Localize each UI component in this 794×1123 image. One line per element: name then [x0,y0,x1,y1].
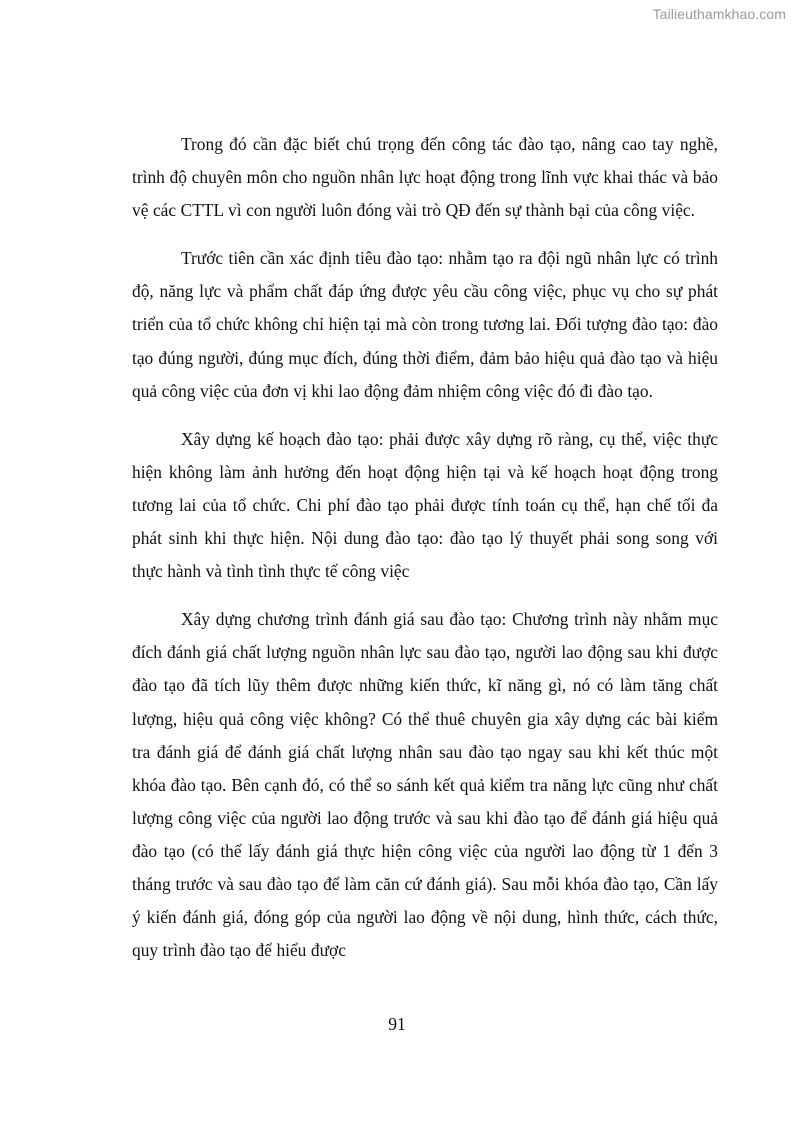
paragraph-2: Trước tiên cần xác định tiêu đào tạo: nhằm tạo ra đội ngũ nhân lực có trình độ, năng lực và phẩm chất đáp ứng được yêu cầu công việc, phục vụ cho sự phát triển của tổ chức không chỉ hiện tại mà còn trong tương lai. Đối tượng đào tạo: đào tạo đúng người, đúng mục đích, đúng thời điểm, đảm bảo hiệu quả đào tạo và hiệu quả công việc của đơn vị khi lao động đảm nhiệm công việc đó đi đào tạo. [132,248,718,401]
paragraph-3: Xây dựng kế hoạch đào tạo: phải được xây dựng rõ ràng, cụ thể, việc thực hiện không làm ảnh hưởng đến hoạt động hiện tại và kế hoạch hoạt động trong tương lai của tổ chức. Chi phí đào tạo phải được tính toán cụ thể, hạn chế tối đa phát sinh khi thực hiện. Nội dung đào tạo: đào tạo lý thuyết phải song song với thực hành và tình tình thực tế công việc [132,428,718,582]
document-body [132,128,718,982]
page-number: 91 [388,1014,406,1034]
paragraph-1: Trong đó cần đặc biết chú trọng đến công tác đào tạo, nâng cao tay nghề, trình độ chuyên môn cho nguồn nhân lực hoạt động trong lĩnh vực khai thác và bảo vệ các CTTL vì con người luôn đóng vài trò QĐ đến sự thành bại của công việc. [132,134,718,221]
watermark-text: Tailieuthamkhao.com [652,6,786,22]
paragraph-4: Xây dựng chương trình đánh giá sau đào tạo: Chương trình này nhằm mục đích đánh giá chất lượng nguồn nhân lực sau đào tạo, người lao động sau khi được đào tạo đã tích lũy thêm được những kiến thức, kĩ năng gì, nó có làm tăng chất lượng, hiệu quả công việc không? Có thể thuê chuyên gia xây dựng các bài kiểm tra đánh giá để đánh giá chất lượng nhân sau đào tạo ngay sau khi kết thúc một khóa đào tạo. Bên cạnh đó, có thể so sánh kết quả kiểm tra năng lực cũng như chất lượng công việc của người lao động trước và sau khi đào tạo để đánh giá hiệu quả đào tạo (có thể lấy đánh giá thực hiện công việc của người lao động từ 1 đến 3 tháng trước và sau đào tạo để làm căn cứ đánh giá). Sau mỗi khóa đào tạo, Cần lấy ý kiến đánh giá, đóng góp của người lao động về nội dung, hình thức, cách thức, quy trình đào tạo để hiểu được [132,609,718,961]
